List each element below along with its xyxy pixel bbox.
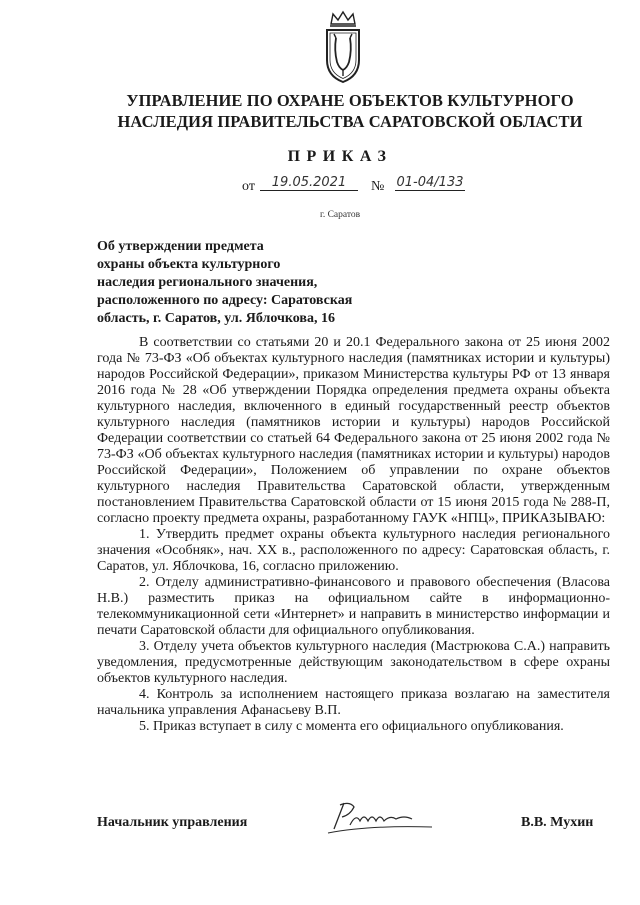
signer-position: Начальник управления xyxy=(97,815,248,830)
handwritten-signature-icon xyxy=(320,795,440,839)
preamble-paragraph: В соответствии со статьями 20 и 20.1 Федерального закона от 25 июня 2002 года № 73-ФЗ «Об объектах культурного наследия (памятниках истории и культуры) народов Российской Федерации», приказом Министерства культуры РФ от 13 января 2016 года № 28 «Об утверждении Порядка определения предмета охраны объекта культурного наследия, включенного в единый государственный реестр объектов культурного наследия (памятников истории и культуры) народов Российской Федерации соответствии со статьей 64 Федерального закона от 25 июня 2002 года № 73-ФЗ «Об объектах культурного наследия (памятниках истории и культуры) народов Российской Федерации», Положением об управлении по охране объектов культурного наследия Правительства Саратовской области, утвержденным постановлением Правительства Саратовской области от 15 июня 2015 года № 288-П, согласно проекту предмета охраны, разработанному ГАУК «НПЦ», ПРИКАЗЫВАЮ: xyxy=(97,335,610,526)
subject-line: область, г. Саратов, ул. Яблочкова, 16 xyxy=(97,311,335,326)
subject-block xyxy=(97,238,352,328)
order-item-3: 3. Отделу учета объектов культурного наследия (Мастрюкова С.А.) направить уведомления, предусмотренные действующим законодательством в сфере охраны объектов культурного наследия. xyxy=(97,639,610,686)
city: г. Саратов xyxy=(320,210,361,220)
subject-line: наследия регионального значения, xyxy=(97,275,318,290)
subject-line: Об утверждении предмета xyxy=(97,239,264,254)
number-value: 01-04/133 xyxy=(396,175,464,190)
order-item-2: 2. Отделу административно-финансового и правового обеспечения (Власова Н.В.) разместить приказ на официальном сайте в информационно-телекоммуникационной сети «Интернет» и направить в министерство информации и печати Саратовской области для официального опубликования. xyxy=(97,575,610,638)
date-value: 19.05.2021 xyxy=(260,175,358,191)
organization-name-line-2: НАСЛЕДИЯ ПРАВИТЕЛЬСТВА САРАТОВСКОЙ ОБЛАСТИ xyxy=(117,112,583,131)
subject-line: расположенного по адресу: Саратовская xyxy=(97,293,353,308)
order-item-1: 1. Утвердить предмет охраны объекта культурного наследия регионального значения «Особняк», нач. XX в., расположенного по адресу: Саратовская область, г. Саратов, ул. Яблочкова, 16, согласно приложению. xyxy=(97,527,610,574)
signer-name: В.В. Мухин xyxy=(521,815,594,830)
organization-name-line-1: УПРАВЛЕНИЕ ПО ОХРАНЕ ОБЪЕКТОВ КУЛЬТУРНОГО xyxy=(126,91,574,110)
saratov-coat-of-arms-icon xyxy=(321,10,365,84)
number-prefix: № xyxy=(371,179,385,194)
order-body xyxy=(97,335,610,735)
document-title: ПРИКАЗ xyxy=(287,148,393,165)
date-prefix: от xyxy=(242,179,255,194)
order-item-4: 4. Контроль за исполнением настоящего приказа возлагаю на заместителя начальника управления Афанасьеву В.П. xyxy=(97,687,610,718)
order-item-5: 5. Приказ вступает в силу с момента его официального опубликования. xyxy=(139,719,564,734)
subject-line: охраны объекта культурного xyxy=(97,257,281,272)
